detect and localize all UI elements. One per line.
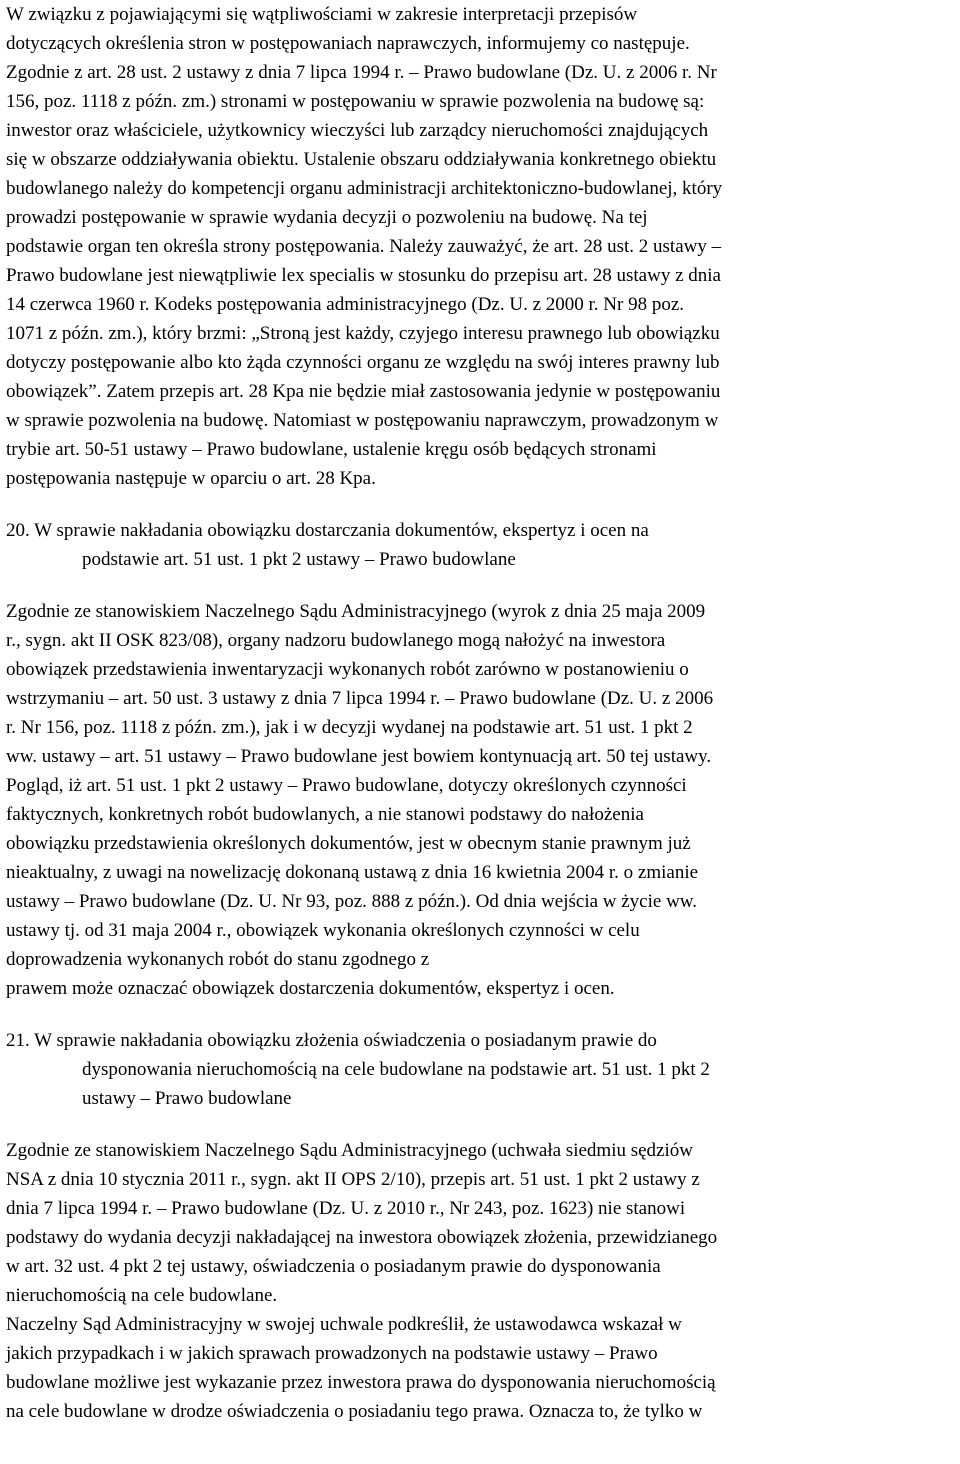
section-heading-21 xyxy=(6,1026,954,1113)
text-line: 14 czerwca 1960 r. Kodeks postępowania administracyjnego (Dz. U. z 2000 r. Nr 98 poz. xyxy=(6,294,685,315)
paragraph-21 xyxy=(6,1136,954,1426)
text-line: obowiązek”. Zatem przepis art. 28 Kpa nie będzie miał zastosowania jedynie w postępowaniu xyxy=(6,381,721,402)
text-line: ustawy tj. od 31 maja 2004 r., obowiązek wykonania określonych czynności w celu xyxy=(6,920,640,941)
text-line: Zgodnie ze stanowiskiem Naczelnego Sądu Administracyjnego (uchwała siedmiu sędziów xyxy=(6,1140,693,1161)
document-page xyxy=(6,0,954,1426)
text-line: trybie art. 50-51 ustawy – Prawo budowlane, ustalenie kręgu osób będących stronami xyxy=(6,439,657,460)
text-line: się w obszarze oddziaływania obiektu. Ustalenie obszaru oddziaływania konkretnego obiektu xyxy=(6,149,717,170)
section-heading-20 xyxy=(6,516,954,574)
text-line: Zgodnie ze stanowiskiem Naczelnego Sądu Administracyjnego (wyrok z dnia 25 maja 2009 xyxy=(6,601,706,622)
text-line: dotyczy postępowanie albo kto żąda czynności organu ze względu na swój interes prawny lub xyxy=(6,352,720,373)
text-line: ww. ustawy – art. 51 ustawy – Prawo budowlane jest bowiem kontynuacją art. 50 tej ustawy. xyxy=(6,746,712,767)
text-line: ustawy – Prawo budowlane (Dz. U. Nr 93, poz. 888 z późn.). Od dnia wejścia w życie ww. xyxy=(6,891,698,912)
text-line: podstawy do wydania decyzji nakładającej na inwestora obowiązek złożenia, przewidzianego xyxy=(6,1227,718,1248)
text-line: postępowania następuje w oparciu o art. 28 Kpa. xyxy=(6,468,376,489)
text-line: w sprawie pozwolenia na budowę. Natomiast w postępowaniu naprawczym, prowadzonym w xyxy=(6,410,719,431)
text-line: prawem może oznaczać obowiązek dostarczenia dokumentów, ekspertyz i ocen. xyxy=(6,978,615,999)
heading-line: 21. W sprawie nakładania obowiązku złożenia oświadczenia o posiadanym prawie do xyxy=(6,1030,657,1051)
text-line: wstrzymaniu – art. 50 ust. 3 ustawy z dnia 7 lipca 1994 r. – Prawo budowlane (Dz. U. z 2006 xyxy=(6,688,714,709)
text-line: doprowadzenia wykonanych robót do stanu zgodnego z xyxy=(6,949,430,970)
text-line: NSA z dnia 10 stycznia 2011 r., sygn. akt II OPS 2/10), przepis art. 51 ust. 1 pkt 2 ustawy z xyxy=(6,1169,700,1190)
text-line: w art. 32 ust. 4 pkt 2 tej ustawy, oświadczenia o posiadanym prawie do dysponowania xyxy=(6,1256,661,1277)
text-line: Prawo budowlane jest niewątpliwie lex specialis w stosunku do przepisu art. 28 ustawy z dnia xyxy=(6,265,721,286)
text-line: r., sygn. akt II OSK 823/08), organy nadzoru budowlanego mogą nałożyć na inwestora xyxy=(6,630,666,651)
paragraph-gap xyxy=(6,574,954,597)
heading-line: ustawy – Prawo budowlane xyxy=(82,1088,292,1109)
paragraph-20 xyxy=(6,597,954,1003)
text-line: 156, poz. 1118 z późn. zm.) stronami w postępowaniu w sprawie pozwolenia na budowę są: xyxy=(6,91,705,112)
text-line: dnia 7 lipca 1994 r. – Prawo budowlane (Dz. U. z 2010 r., Nr 243, poz. 1623) nie stanowi xyxy=(6,1198,686,1219)
heading-line: 20. W sprawie nakładania obowiązku dostarczania dokumentów, ekspertyz i ocen na xyxy=(6,520,649,541)
text-line: W związku z pojawiającymi się wątpliwościami w zakresie interpretacji przepisów xyxy=(6,4,638,25)
heading-line: dysponowania nieruchomością na cele budowlane na podstawie art. 51 ust. 1 pkt 2 xyxy=(82,1059,710,1080)
text-line: Zgodnie z art. 28 ust. 2 ustawy z dnia 7 lipca 1994 r. – Prawo budowlane (Dz. U. z 2006 r. Nr xyxy=(6,62,717,83)
text-line: na cele budowlane w drodze oświadczenia o posiadaniu tego prawa. Oznacza to, że tylko w xyxy=(6,1401,703,1422)
text-line: dotyczących określenia stron w postępowaniach naprawczych, informujemy co następuje. xyxy=(6,33,690,54)
text-line: nieaktualny, z uwagi na nowelizację dokonaną ustawą z dnia 16 kwietnia 2004 r. o zmianie xyxy=(6,862,699,883)
text-line: podstawie organ ten określa strony postępowania. Należy zauważyć, że art. 28 ust. 2 ustawy – xyxy=(6,236,722,257)
text-line: faktycznych, konkretnych robót budowlanych, a nie stanowi podstawy do nałożenia xyxy=(6,804,644,825)
text-line: r. Nr 156, poz. 1118 z późn. zm.), jak i w decyzji wydanej na podstawie art. 51 ust. 1 pkt 2 xyxy=(6,717,693,738)
paragraph-gap xyxy=(6,1003,954,1026)
text-line: obowiązek przedstawienia inwentaryzacji wykonanych robót zarówno w postanowieniu o xyxy=(6,659,689,680)
text-line: budowlane możliwe jest wykazanie przez inwestora prawa do dysponowania nieruchomością xyxy=(6,1372,716,1393)
text-line: nieruchomością na cele budowlane. xyxy=(6,1285,278,1306)
text-line: Naczelny Sąd Administracyjny w swojej uchwale podkreślił, że ustawodawca wskazał w xyxy=(6,1314,682,1335)
text-line: Pogląd, iż art. 51 ust. 1 pkt 2 ustawy – Prawo budowlane, dotyczy określonych czynności xyxy=(6,775,687,796)
text-line: inwestor oraz właściciele, użytkownicy wieczyści lub zarządcy nieruchomości znajdujących xyxy=(6,120,709,141)
text-line: budowlanego należy do kompetencji organu administracji architektoniczno-budowlanej, który xyxy=(6,178,723,199)
paragraph-intro xyxy=(6,0,954,493)
paragraph-gap xyxy=(6,493,954,516)
text-line: jakich przypadkach i w jakich sprawach prowadzonych na podstawie ustawy – Prawo xyxy=(6,1343,658,1364)
text-line: 1071 z późn. zm.), który brzmi: „Stroną jest każdy, czyjego interesu prawnego lub obowiązku xyxy=(6,323,720,344)
text-line: obowiązku przedstawienia określonych dokumentów, jest w obecnym stanie prawnym już xyxy=(6,833,691,854)
heading-line: podstawie art. 51 ust. 1 pkt 2 ustawy – Prawo budowlane xyxy=(82,549,516,570)
paragraph-gap xyxy=(6,1113,954,1136)
text-line: prowadzi postępowanie w sprawie wydania decyzji o pozwoleniu na budowę. Na tej xyxy=(6,207,648,228)
